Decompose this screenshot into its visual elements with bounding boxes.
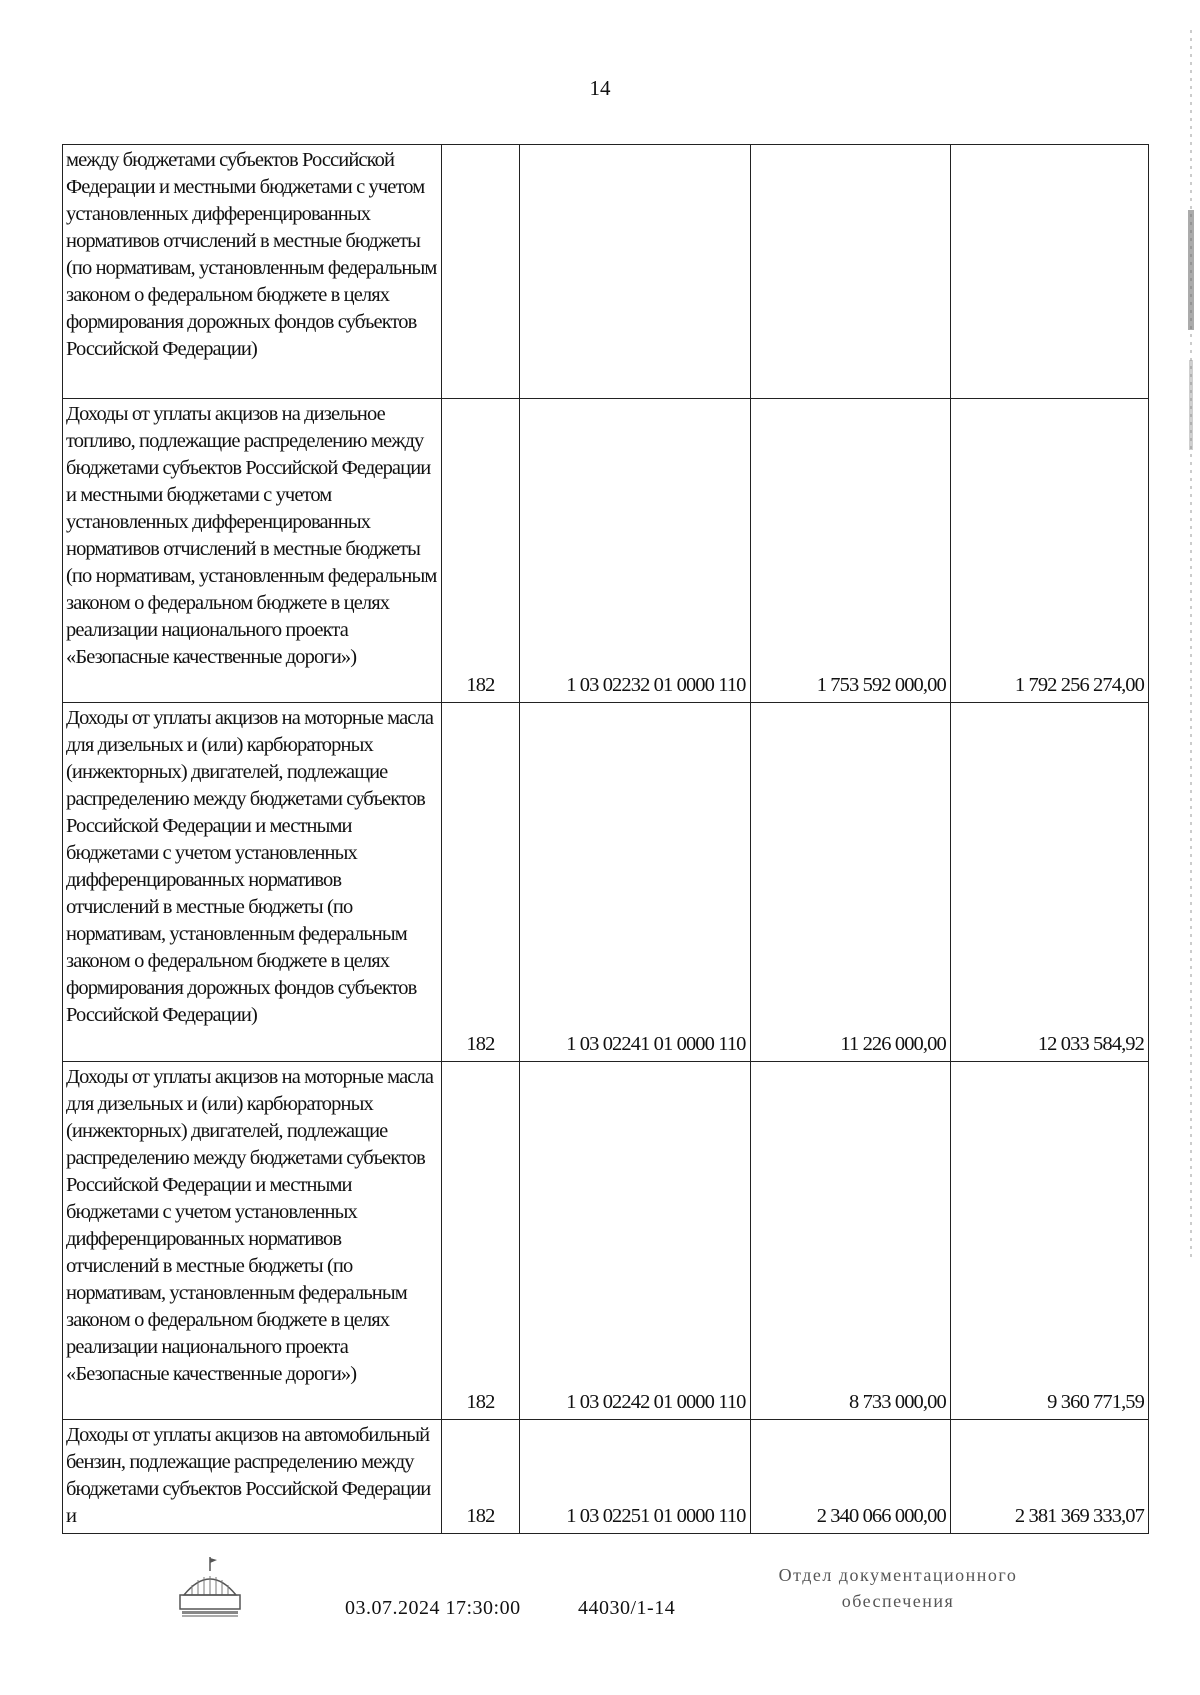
row-admin-code: 182 [441,1062,519,1420]
row-kbk-code: 1 03 02242 01 0000 110 [519,1062,750,1420]
row-admin-code: 182 [441,703,519,1062]
row-admin-code: 182 [441,1420,519,1534]
table-row [63,399,1149,703]
row-kbk-code [519,145,750,399]
row-fact-amount: 1 792 256 274,00 [950,399,1148,703]
table-row [63,1420,1149,1534]
row-description: Доходы от уплаты акцизов на дизельное топливо, подлежащие распределению между бюджетами субъектов Российской Федерации и местными бюджетами с учетом установленных дифференцированных нормативов отчислений в местные бюджеты (по нормативам, установленным федеральным законом о федеральном бюджете в целях реализации национального проекта «Безопасные качественные дороги») [63,399,442,703]
row-description: между бюджетами субъектов Российской Федерации и местными бюджетами с учетом установленных дифференцированных нормативов отчислений в местные бюджеты (по нормативам, установленным федеральным законом о федеральном бюджете в целях формирования дорожных фондов субъектов Российской Федерации) [63,145,442,399]
budget-revenue-table [62,144,1149,1534]
department-line-1: Отдел документационного [778,1565,1018,1585]
row-plan-amount: 11 226 000,00 [750,703,950,1062]
table-row [63,1062,1149,1420]
row-fact-amount [950,145,1148,399]
row-admin-code: 182 [441,399,519,703]
row-admin-code [441,145,519,399]
row-plan-amount: 2 340 066 000,00 [750,1420,950,1534]
row-kbk-code: 1 03 02241 01 0000 110 [519,703,750,1062]
row-description: Доходы от уплаты акцизов на моторные масла для дизельных и (или) карбюраторных (инжекторных) двигателей, подлежащие распределению между бюджетами субъектов Российской Федерации и местными бюджетами с учетом установленных дифференцированных нормативов отчислений в местные бюджеты (по нормативам, установленным федеральным законом о федеральном бюджете в целях реализации национального проекта «Безопасные качественные дороги») [63,1062,442,1420]
row-plan-amount [750,145,950,399]
row-fact-amount: 9 360 771,59 [950,1062,1148,1420]
stamp-date: 03.07.2024 17:30:00 [345,1597,521,1619]
row-fact-amount: 12 033 584,92 [950,703,1148,1062]
row-plan-amount: 8 733 000,00 [750,1062,950,1420]
department-line-2: обеспечения [841,1591,955,1611]
department-stamp [748,1562,1048,1614]
stamp-document-number: 44030/1-14 [578,1597,676,1619]
scan-edge-mark [1188,30,1194,1260]
page-number: 14 [589,76,611,100]
row-description: Доходы от уплаты акцизов на автомобильный бензин, подлежащие распределению между бюджетами субъектов Российской Федерации и [63,1420,442,1534]
row-plan-amount: 1 753 592 000,00 [750,399,950,703]
table-row [63,145,1149,399]
duma-seal-icon [170,1555,250,1619]
row-description: Доходы от уплаты акцизов на моторные масла для дизельных и (или) карбюраторных (инжекторных) двигателей, подлежащие распределению между бюджетами субъектов Российской Федерации и местными бюджетами с учетом установленных дифференцированных нормативов отчислений в местные бюджеты (по нормативам, установленным федеральным законом о федеральном бюджете в целях формирования дорожных фондов субъектов Российской Федерации) [63,703,442,1062]
table-row [63,703,1149,1062]
row-fact-amount: 2 381 369 333,07 [950,1420,1148,1534]
row-kbk-code: 1 03 02232 01 0000 110 [519,399,750,703]
row-kbk-code: 1 03 02251 01 0000 110 [519,1420,750,1534]
